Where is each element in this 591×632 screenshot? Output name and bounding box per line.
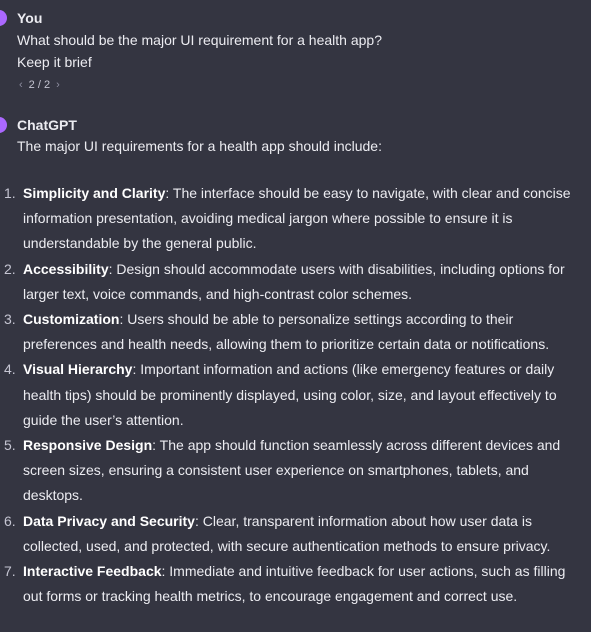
list-item-title: Data Privacy and Security (23, 512, 195, 529)
list-item-number: 5. (4, 437, 16, 454)
list-item-number: 2. (4, 260, 16, 277)
list-item-text: : The app should function seamlessly across different devices and screen sizes, ensuring a consistent user experience on smartphones, tablets, and desktops. (23, 437, 561, 504)
list-item-text: : Important information and actions (like emergency features or daily health tips) should be prominently displayed, using color, size, and layout effectively to guide the user’s attention. (23, 361, 557, 428)
user-message-line-1: What should be the major UI requirement for a health app? (17, 32, 382, 48)
list-item-title: Accessibility (23, 260, 109, 277)
list-item-number: 1. (4, 185, 16, 201)
list-item (0, 257, 580, 307)
list-item (0, 433, 580, 509)
list-item-text: : Design should accommodate users with disabilities, including options for larger text, voice commands, and high-contrast color schemes. (23, 260, 565, 302)
chevron-right-icon[interactable]: › (56, 79, 60, 91)
list-item-title: Simplicity and Clarity (23, 185, 166, 201)
list-item-number: 6. (4, 512, 16, 529)
list-item (0, 559, 580, 609)
list-item-number: 4. (4, 361, 16, 378)
list-item-text: : Users should be able to personalize settings according to their preferences and health needs, allowing them to prioritize certain data or notifications. (23, 311, 550, 353)
assistant-author-name: ChatGPT (17, 117, 77, 133)
response-pager (19, 79, 60, 91)
list-item-number: 3. (4, 311, 16, 328)
list-item-text: : Immediate and intuitive feedback for user actions, such as filling out forms or tracking health metrics, to encourage engagement and correct use. (23, 563, 566, 605)
assistant-avatar (0, 117, 7, 133)
list-item-title: Interactive Feedback (23, 563, 162, 580)
list-item-title: Customization (23, 311, 120, 328)
list-item (0, 357, 580, 433)
list-item-title: Visual Hierarchy (23, 361, 133, 378)
chevron-left-icon[interactable]: ‹ (19, 79, 23, 91)
list-item (0, 307, 580, 357)
assistant-intro: The major UI requirements for a health app should include: (17, 138, 382, 154)
list-item-title: Responsive Design (23, 437, 153, 454)
user-avatar (0, 10, 7, 26)
list-item-text: : Clear, transparent information about how user data is collected, used, and protected, with secure authentication methods to ensure privacy. (23, 512, 551, 554)
list-item-number: 7. (4, 563, 16, 580)
pager-count: 2 / 2 (28, 79, 51, 91)
requirements-list (0, 181, 580, 609)
list-item-text: : The interface should be easy to navigate, with clear and concise information presentation, avoiding medical jargon where possible to ensure it is understandable by the general public. (23, 185, 571, 252)
list-item (0, 181, 580, 257)
user-message-line-2: Keep it brief (17, 54, 92, 70)
user-author-name: You (17, 10, 43, 26)
list-item (0, 509, 580, 559)
